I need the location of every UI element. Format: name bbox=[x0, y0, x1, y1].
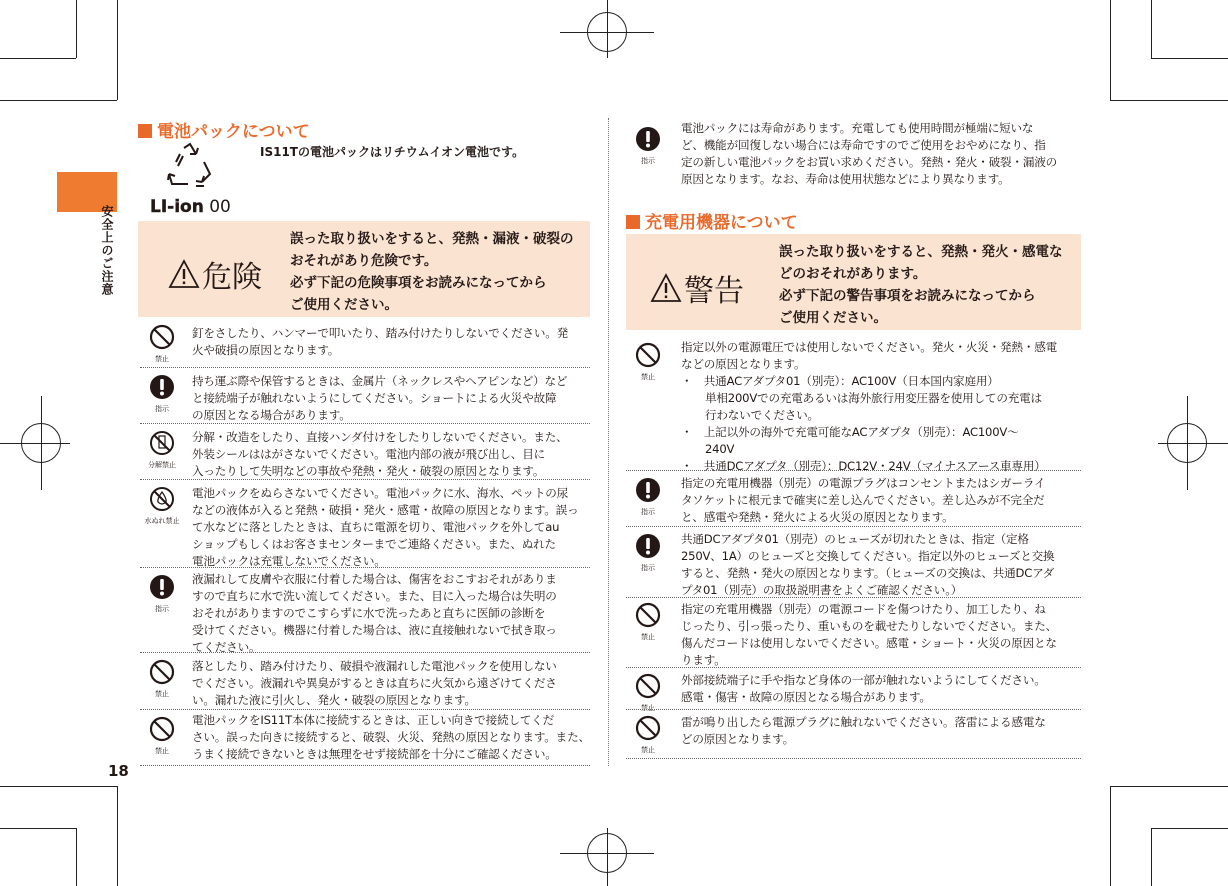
icon-caption: 禁止 bbox=[155, 690, 169, 698]
crop-mark bbox=[76, 828, 77, 886]
crop-mark bbox=[0, 786, 117, 787]
icon-caption: 禁止 bbox=[155, 355, 169, 363]
list-item bbox=[140, 424, 590, 480]
registration-mark bbox=[41, 396, 42, 490]
icon-caption: 禁止 bbox=[641, 373, 655, 381]
icon-caption: 分解禁止 bbox=[148, 461, 176, 469]
icon-caption: 指示 bbox=[641, 157, 655, 165]
danger-label: 危険 bbox=[168, 252, 262, 296]
icon-caption: 指示 bbox=[641, 564, 655, 572]
page-number: 18 bbox=[108, 762, 129, 780]
list-item bbox=[140, 480, 590, 570]
registration-mark bbox=[607, 0, 608, 58]
divider bbox=[140, 765, 590, 766]
list-item bbox=[626, 710, 1081, 760]
no-wet-icon bbox=[149, 486, 175, 512]
item-text: 電池パックをIS11T本体に接続するときは、正しい向きで接続してくだ さい。誤った向きに接続すると、破裂、火災、発熱の原因となります。また、 うまく接続できないときは無理をせず接続部を十分にご確認ください。 bbox=[192, 713, 590, 761]
prohibit-icon bbox=[149, 659, 175, 685]
item-text: 電池パックには寿命があります。充電しても使用時間が極端に短いな ど、機能が回復しない場合には寿命ですのでご使用をおやめになり、指 定の新しい電池パックをお買い求めください。発熱・発火・破裂・漏液の 原因となります。なお、寿命は使用状態などにより異なります。 bbox=[681, 121, 1057, 186]
prohibit-icon bbox=[635, 715, 661, 741]
list-item bbox=[140, 320, 590, 368]
item-text: 外部接続端子に手や指など身体の一部が触れないようにしてください。 感電・傷害・故障の原因となる場合があります。 bbox=[681, 673, 1046, 704]
list-item bbox=[626, 668, 1081, 710]
charger-section-heading: 充電用機器について bbox=[626, 208, 798, 233]
crop-mark bbox=[76, 0, 77, 58]
icon-caption: 指示 bbox=[155, 405, 169, 413]
list-item bbox=[626, 118, 1081, 196]
crop-mark bbox=[1151, 58, 1228, 59]
no-disassemble-icon bbox=[149, 430, 175, 456]
prohibit-icon bbox=[635, 342, 661, 368]
battery-description: IS11Tの電池パックはリチウムイオン電池です。 bbox=[260, 145, 525, 159]
registration-mark bbox=[0, 443, 70, 444]
item-text: 釘をさしたり、ハンマーで叩いたり、踏み付けたりしないでください。発 火や破損の原因となります。 bbox=[192, 326, 568, 357]
crop-mark bbox=[0, 58, 76, 59]
list-item bbox=[140, 710, 590, 766]
list-item bbox=[626, 336, 1081, 473]
instruction-icon bbox=[149, 574, 175, 600]
warning-label: 警告 bbox=[650, 266, 744, 310]
crop-mark bbox=[117, 0, 118, 100]
danger-text: 誤った取り扱いをすると、発熱・漏液・破裂の おそれがあり危険です。 必ず下記の危険事項をお読みになってから ご使用ください。 bbox=[290, 231, 574, 313]
crop-mark bbox=[0, 828, 76, 829]
crop-mark bbox=[1110, 786, 1228, 787]
item-text: 指定以外の電源電圧では使用しないでください。発火・火災・発熱・感電 などの原因となります。 ・ 共通ACアダプタ01（別売）：AC100V（日本国内家庭用） 単相200Vでの充電あるいは海外旅行用変圧器を使用しての充電は 行わないでください。 ・ 上記以外の海外で充電可能なACアダプタ（別売）：AC100V～ 240V ・ 共通DCアダプタ（別売）：DC12V・24V（マイナスアース車専用） bbox=[681, 340, 1057, 473]
item-text: 持ち運ぶ際や保管するときは、金属片（ネックレスやヘアピンなど）など と接続端子が触れないようにしてください。ショートによる火災や故障 の原因となる場合があります。 bbox=[192, 374, 568, 422]
registration-mark bbox=[1158, 443, 1228, 444]
item-text: 液漏れして皮膚や衣服に付着した場合は、傷害をおこすおそれがありま すので直ちに水で洗い流してください。また、目に入った場合は失明の おそれがありますのでこすらずに水で洗ったあと直ちに医師の診断を 受けてください。機器に付着した場合は、液に直接触れないで拭き取っ てください。 bbox=[192, 572, 557, 654]
item-text: 指定の充電用機器（別売）の電源コードを傷つけたり、加工したり、ね じったり、引っ張ったり、重いものを載せたりしないでください。また、 傷んだコードは使用しないでください。感電・ショート・火災の原因とな ります。 bbox=[681, 602, 1057, 667]
icon-caption: 指示 bbox=[155, 605, 169, 613]
item-text: 落としたり、踏み付けたり、破損や液漏れした電池パックを使用しない でください。液漏れや異臭がするときは直ちに火気から遠ざけてくださ い。漏れた液に引火し、発火・破裂の原因となります。 bbox=[192, 659, 557, 707]
battery-section-heading: 電池パックについて bbox=[138, 117, 310, 142]
registration-mark bbox=[1187, 396, 1188, 490]
prohibit-icon bbox=[149, 716, 175, 742]
recycle-icon bbox=[164, 142, 216, 190]
instruction-icon bbox=[149, 374, 175, 400]
list-item bbox=[140, 568, 590, 658]
icon-caption: 禁止 bbox=[641, 704, 655, 712]
item-text: 共通DCアダプタ01（別売）のヒューズが切れたときは、指定（定格 250V、1A）のヒューズと交換してください。指定以外のヒューズと交換 すると、発熱・発火の原因となります。（ヒューズの交換は、共通DCアダ プタ01（別売）の取扱説明書をよくご確認ください。） bbox=[681, 532, 1055, 597]
list-item bbox=[626, 471, 1081, 527]
crop-mark bbox=[1110, 0, 1111, 100]
item-text: 分解・改造をしたり、直接ハンダ付けをしたりしないでください。また、 外装シールははがさないでください。電池内部の液が飛び出し、目に 入ったりして失明などの事故や発熱・発火・破裂の原因となります。 bbox=[192, 430, 568, 478]
column-divider bbox=[608, 118, 609, 766]
prohibit-icon bbox=[635, 673, 661, 699]
icon-caption: 水ぬれ禁止 bbox=[144, 517, 180, 525]
list-item bbox=[140, 368, 590, 424]
item-text: 電池パックをぬらさないでください。電池パックに水、海水、ペットの尿 などの液体が入ると発熱・破損・発火・感電・故障の原因となります。誤っ て水などに落としたときは、直ちに電源を切り、電池パックを外してau ショップもしくはお客さまセンターまでご連絡ください。また、ぬれた 電池パックは充電しないでください。 bbox=[192, 486, 579, 568]
icon-caption: 禁止 bbox=[641, 633, 655, 641]
list-item bbox=[140, 653, 590, 709]
crop-mark bbox=[1110, 786, 1111, 886]
prohibit-icon bbox=[635, 602, 661, 628]
crop-mark bbox=[1151, 828, 1228, 829]
crop-mark bbox=[117, 786, 118, 886]
icon-caption: 禁止 bbox=[641, 746, 655, 754]
icon-caption: 指示 bbox=[641, 508, 655, 516]
item-text: 指定の充電用機器（別売）の電源プラグはコンセントまたはシガーライ タソケットに根元まで確実に差し込んでください。差し込みが不完全だ と、感電や発熱・発火による火災の原因となります。 bbox=[681, 476, 1046, 524]
instruction-icon bbox=[635, 126, 661, 152]
divider bbox=[626, 758, 1081, 759]
warning-text: 誤った取り扱いをすると、発熱・発火・感電な どのおそれがあります。 必ず下記の警告事項をお読みになってから ご使用ください。 bbox=[779, 244, 1063, 326]
warning-triangle-icon bbox=[168, 259, 200, 289]
list-item bbox=[626, 527, 1081, 597]
liion-mark: LI-ion 00 bbox=[150, 197, 231, 217]
item-text: 雷が鳴り出したら電源プラグに触れないでください。落雷による感電な どの原因となります。 bbox=[681, 715, 1046, 746]
crop-mark bbox=[1110, 100, 1228, 101]
crop-mark bbox=[1151, 828, 1152, 886]
list-item bbox=[626, 598, 1081, 668]
crop-mark bbox=[1151, 0, 1152, 58]
warning-triangle-icon bbox=[650, 273, 682, 303]
registration-mark bbox=[607, 828, 608, 886]
instruction-icon bbox=[635, 477, 661, 503]
icon-caption: 禁止 bbox=[155, 747, 169, 755]
side-tab-label: 安全上のご注意 bbox=[100, 205, 114, 296]
crop-mark bbox=[0, 100, 117, 101]
prohibit-icon bbox=[149, 324, 175, 350]
instruction-icon bbox=[635, 533, 661, 559]
